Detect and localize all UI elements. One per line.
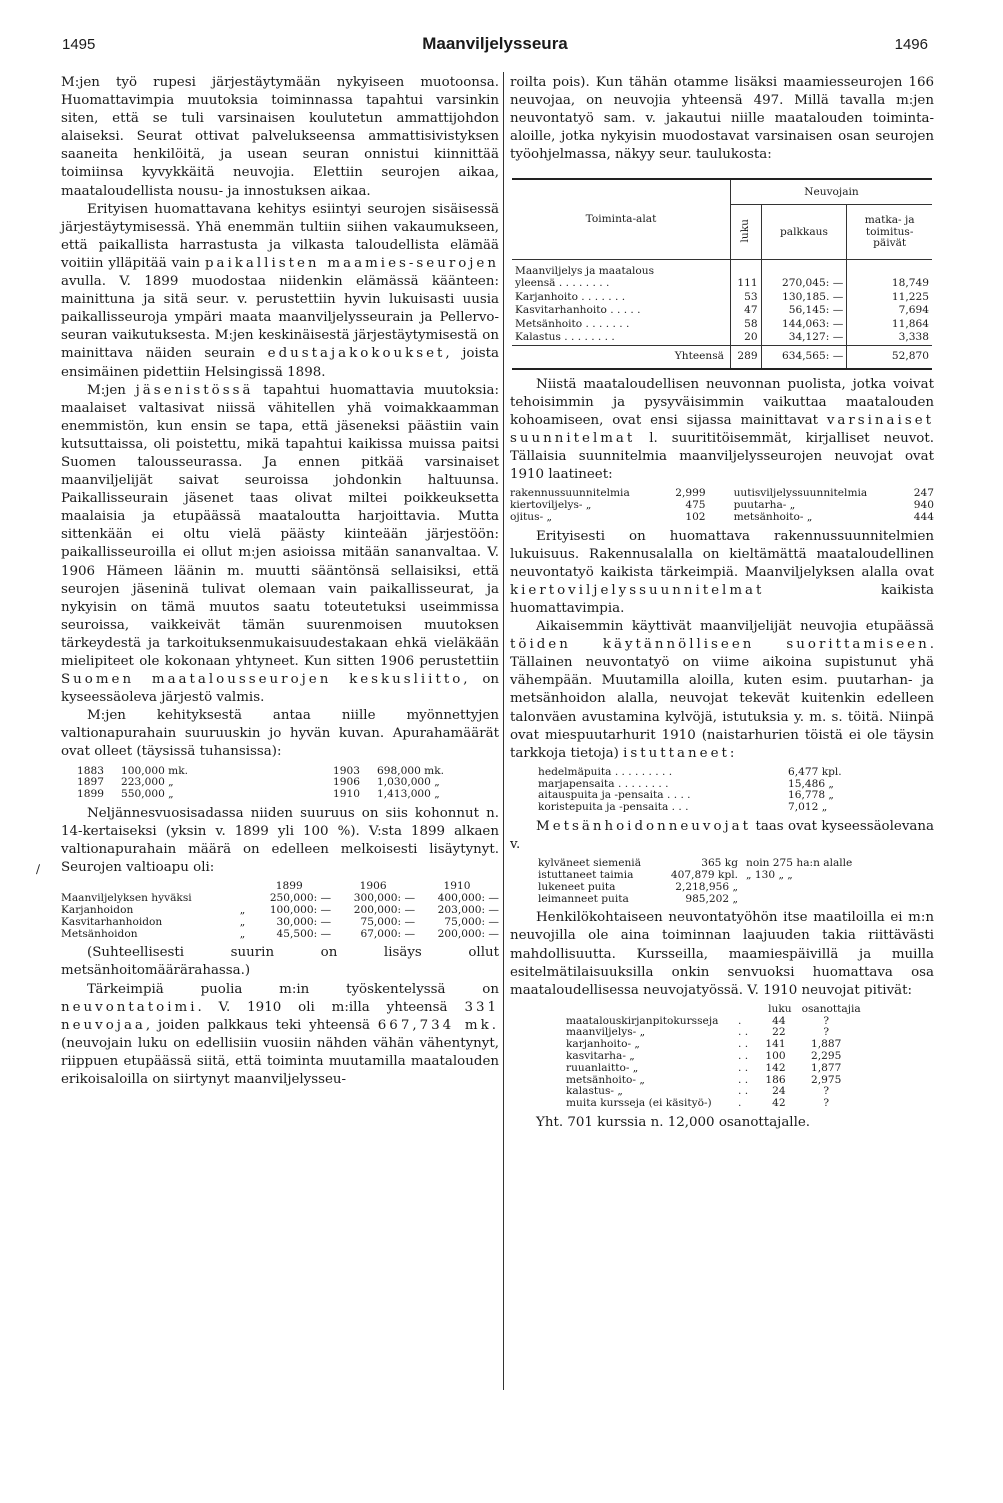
table-row: 1899 550,000 „ 1910 1,413,000 „ [77,788,440,801]
table-row: maanviljelys- „ . . 22 ? [566,1026,829,1039]
table-row: Karjanhoito . . . . . . . 53 130,185. — 11,225 [512,291,932,305]
left-column [61,74,499,1089]
table-row: Kasvitarhanhoidon „ 30,000: — 75,000: — 75,000: — [61,915,499,928]
table-header: 1899 1906 1910 [275,880,471,893]
table-row: ojitus- „ 102 metsänhoito- „ 444 [510,510,934,523]
running-title: Maanviljelysseura [422,34,568,53]
paragraph: Metsänhoidonneuvojat taas ovat kyseessäolevana v. [510,818,934,853]
table-row: koristepuita ja -pensaita . . . 7,012 „ [538,801,828,814]
table-row: maatalouskirjanpitokursseja . 44 ? [566,1014,829,1027]
planting-table [538,767,842,814]
table-row: Metsänhoito . . . . . . . 58 144,063: — 11,864 [512,318,932,332]
paragraph: Tärkeimpiä puolia m:in työskentelyssä on neuvontatoimi. V. 1910 oli m:illa yhteensä 331 neuvojaa, joiden palkkaus teki yhteensä 667,734 mk. (neuvojain luku on edellisiin vuosiin nähden vähän vähentynyt, riippuen etupäässä siitä, että toiminta muutamilla maatalouden erikoisaloilla on siirtynyt maanviljelysseu- [61,981,499,1087]
table-row: Kalastus . . . . . . . . 20 34,127: — 3,338 [512,331,932,345]
table-row: rakennussuunnitelmia 2,999 uutisviljelyssuunnitelmia 247 [510,487,934,500]
table-row: Karjanhoidon „ 100,000: — 200,000: — 203,000: — [61,903,499,916]
plans-table [510,488,934,523]
paragraph: Erityisen huomattavana kehitys esiintyi seurojen sisäisessä järjestäytymisessä. Yhä enemmän tultiin siihen vakaumukseen, että paikallista harrastusta ja vilkasta taloudellista elämää voitiin ylläpitää vain paikallisten maamies-seurojen avulla. V. 1899 muodostaa niidenkin elämässä käänteen: mainittuna ja sitä seur. v. perustettiin hyvin lukuisasti uusia paikallisseuroja ympäri maata maanviljelysseurain ja Pellervo-seuran vaikutuksesta. M:jen keskinäisestä järjestäytymisestä on mainittava näiden seurain edustajakokoukset, joista ensimäinen pidettiin Helsingissä 1898. [61,201,499,380]
paragraph: Niistä maataloudellisen neuvonnan puolista, jotka voivat tehoisimmin ja pysyväisimmin vaikuttaa maatalouden kohoamiseen, ovat ensi sijassa mainittavat varsinaiset suunnitelmat l. suurititöisemmät, kirjalliset neuvot. Tällaisia suunnitelmia maanviljelysseurojen neuvojat ovat 1910 laatineet: [510,376,934,483]
table-row: kylväneet siemeniä 365 kg noin 275 ha:n alalle [538,857,853,870]
table-row: marjapensaita . . . . . . . . 15,486 „ [538,777,834,790]
table-row: kasvitarha- „ . . 100 2,295 [566,1050,842,1063]
page-number-right: 1496 [894,36,928,53]
table-row: muita kursseja (ei käsityö-) . 42 ? [566,1097,829,1110]
table-row: Maanviljelyksen hyväksi 250,000: — 300,000: — 400,000: — [61,892,499,905]
paragraph: Yht. 701 kurssia n. 12,000 osanottajalle. [536,1115,811,1130]
table-header: Toiminta-alat Neuvojain [512,179,932,205]
table-row: 1883 100,000 mk. 1903 698,000 mk. [77,764,445,777]
table-header: luku osanottajia [768,1002,861,1015]
paragraph: Henkilökohtaiseen neuvontatyöhön itse maatiloilla ei m:n neuvojilla ole aina toiminnan laajuuden takia riittävästi mahdollisuutta. Kursseilla, maamiespäivillä ja muilla esitelmätilaisuuksilla onkin senvuoksi huomattava osa maataloudellisessa neuvojatyössä. V. 1910 neuvojat pitivät: [510,910,934,998]
forestry-table [538,858,852,905]
table-row: lukeneet puita 2,218,956 „ [538,880,738,893]
table-row: kiertoviljelys- „ 475 puutarha- „ 940 [510,498,934,511]
table-header: luku palkkaus matka- ja toimitus-päivät [512,205,932,260]
table-row: aitauspuita ja -pensaita . . . . 16,778 „ [538,789,834,802]
table-row: Kasvitarhanhoito . . . . . 47 56,145: — 7,694 [512,304,932,318]
paragraph: roilta pois). Kun tähän otamme lisäksi maamiesseurojen 166 neuvojaa, on neuvojia yhteensä 497. Millä tavalla m:jen neuvontatyö sam. v. jakautui niille maatalouden toiminta-aloille, jotka nykyisin muodostavat varsinaisen osan seurojen työohjelmassa, näkyy seur. taulukosta: [510,75,934,163]
courses-table [566,1004,861,1110]
paragraph: (Suhteellisesti suurin on lisäys ollut metsänhoitomäärärahassa.) [61,945,499,979]
table-row: Metsänhoidon „ 45,500: — 67,000: — 200,000: — [61,927,499,940]
table-row: metsänhoito- „ . . 186 2,975 [566,1073,842,1086]
table-row: Maanviljelys ja maatalous yleensä . . . . . . . . 111 270,045: — 18,749 [512,260,932,291]
paragraph: Erityisesti on huomattava rakennussuunnitelmien lukuisuus. Rakennusalalla on kieltämättä maataloudellinen neuvontatyö kaikista tärkeimpiä. Maanviljelyksen alalla ovat kiertoviljelyssuunnitelmat kaikista huomattavimpia. [510,528,934,616]
state-aid-table [61,881,499,940]
table-total-row: Yhteensä 289 634,565: — 52,870 [512,346,932,369]
paragraph: M:jen jäsenistössä tapahtui huomattavia muutoksia: maalaiset valtasivat niissä vähitellen yhä voimakkaamman enemmistön, kun ensin se tapa, että jäseneksi päästiin vain kutsuttaissa, oli poistettu, mikä tapahtui kaikissa muissa paitsi Suomen talousseurassa. Ja ennen pitkää varsinaiset maanviljelijät saivat seuroissa johdonkin haltuunsa. Paikallisseurain jäsenet taas olivat miltei poikkeuksetta maalaisia ja etupäässä maataloutta harjoittavia. Mutta sittenkään ei oltu vielä päästy kiinteään järjestöön: paikallisseuroilla ei ollut m:jen asioissa mitään sananvaltaa. V. 1906 Hämeen läänin m. muutti sääntönsä sellaisiksi, että seurojen jäseninä tulivat olemaan vain paikallisseurat, ja nykyisin on tämä muutos saatu toteutetuksi useimmissa seuroissa, vaikkeivät tämän suurenmoisen muutoksen tärkeydestä ja tarkoituksenmukaisuudestakaan ehkä vieläkään mielipiteet ole kokonaan yhtyneet. Kun sitten 1906 perustettiin Suomen maatalousseurojen keskusliitto, on kyseessäoleva järjestö valmis. [61,382,500,706]
table-row: hedelmäpuita . . . . . . . . . 6,477 kpl. [538,765,842,778]
table-row: ruuanlaitto- „ . . 142 1,877 [566,1061,842,1074]
paragraph: M:jen työ rupesi järjestäytymään nykyiseen muotoonsa. Huomattavimpia muutoksia toiminnassa tapahtui varsinkin siten, että se tuli varsinaisen koulutetun ammattijohdon alaiseksi. Seurat ottivat palvelukseensa ammattisivistyksen saaneita henkilöitä, ja usean seuran onnistui kiinnittää toimiinsa kyvykkäitä neuvojia. Elettiin seurojen aikaa, maataloudellista nousu- ja innostuksen aikaa. [61,75,499,199]
table-row: karjanhoito- „ . . 141 1,887 [566,1038,842,1051]
table-row: kalastus- „ . . 24 ? [566,1085,829,1098]
page-number-left: 1495 [62,36,96,53]
paragraph: Aikaisemmin käyttivät maanviljelijät neuvojia etupäässä töiden käytännölliseen suorittamiseen. Tällainen neuvontatyö on viime aikoina supistunut yhä vähempään. Muutamilla aloilla, kuten esim. puutarhan- ja metsänhoidon alalla, neuvojat tekevät kuitenkin edelleen talonväen avustamina kylvöjä, istutuksia y. m. s. töitä. Niinpä ovat miespuutarhurit 1910 (naistarhurien töistä ei ole täysin tarkkoja tietoja) istuttaneet: [510,619,934,761]
advisors-table [512,178,932,369]
table-row: leimanneet puita 985,202 „ [538,892,738,905]
margin-mark: ∕ [36,862,41,876]
paragraph: Neljännesvuosisadassa niiden suuruus on siis kohonnut n. 14-kertaiseksi (yksin v. 1899 yli 100 %). V:sta 1899 alkaen valtionapurahain määrä on edelleen melkoisesti lisäytynyt. Seurojen valtioapu oli: [61,805,499,876]
right-column [510,74,934,1132]
column-divider [503,72,504,1390]
grants-table [77,766,444,801]
paragraph: M:jen kehityksestä antaa niille myönnettyjen valtionapurahain suuruuskin jo hyvän kuvan. Apurahamäärät ovat olleet (täysissä tuhansissa): [61,708,499,760]
table-row: 1897 223,000 „ 1906 1,030,000 „ [77,776,440,789]
page-header [62,36,928,62]
table-row: istuttaneet taimia 407,879 kpl. „ 130 „ „ [538,868,793,881]
